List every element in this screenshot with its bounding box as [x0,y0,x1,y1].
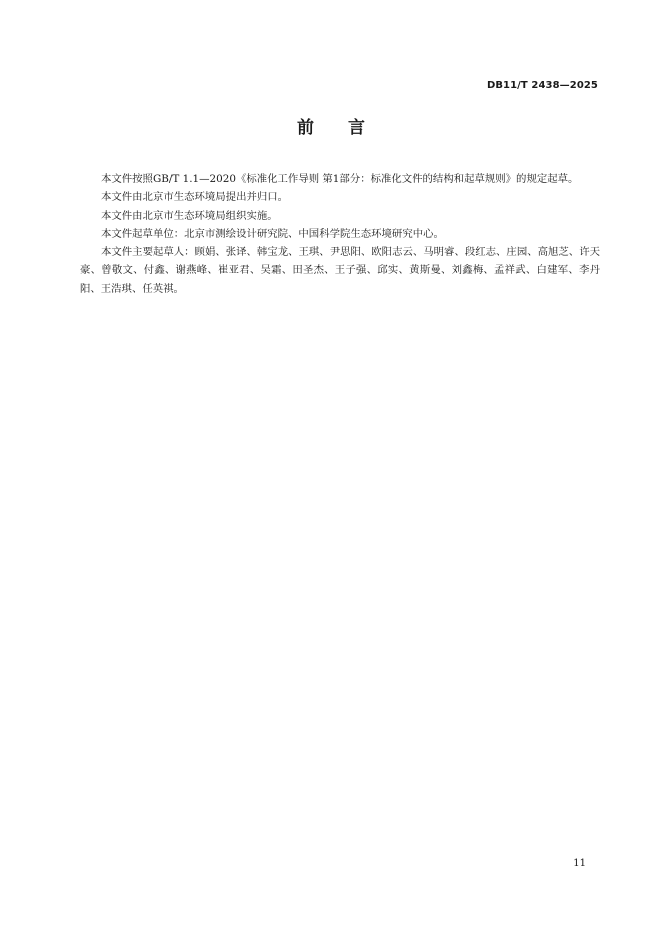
page-title: 前 言 [297,118,365,138]
paragraph-drafting-units: 本文件起草单位：北京市测绘设计研究院、中国科学院生态环境研究中心。 [101,227,444,240]
paragraph-drafting-rules: 本文件按照GB/T 1.1—2020《标准化工作导则 第1部分：标准化文件的结构和起草规则》的规定起草。 [101,173,579,185]
paragraph-proposer: 本文件由北京市生态环境局提出并归口。 [101,191,289,204]
paragraph-drafters: 本文件主要起草人：顾娟、张译、韩宝龙、王琪、尹思阳、欧阳志云、马明睿、段红志、庄园、高旭芝、许天豪、曾敬文、付鑫、谢燕峰、崔亚君、吴霜、田圣杰、王子强、邱实、黄斯曼、刘鑫梅、孟祥武、白建军、李丹阳、王浩琪、任英祺。 [80,246,600,295]
page-number: 11 [573,858,586,869]
paragraph-implementer: 本文件由北京市生态环境局组织实施。 [101,209,278,222]
standard-code: DB11/T 2438—2025 [486,80,598,91]
foreword-body [80,170,600,298]
